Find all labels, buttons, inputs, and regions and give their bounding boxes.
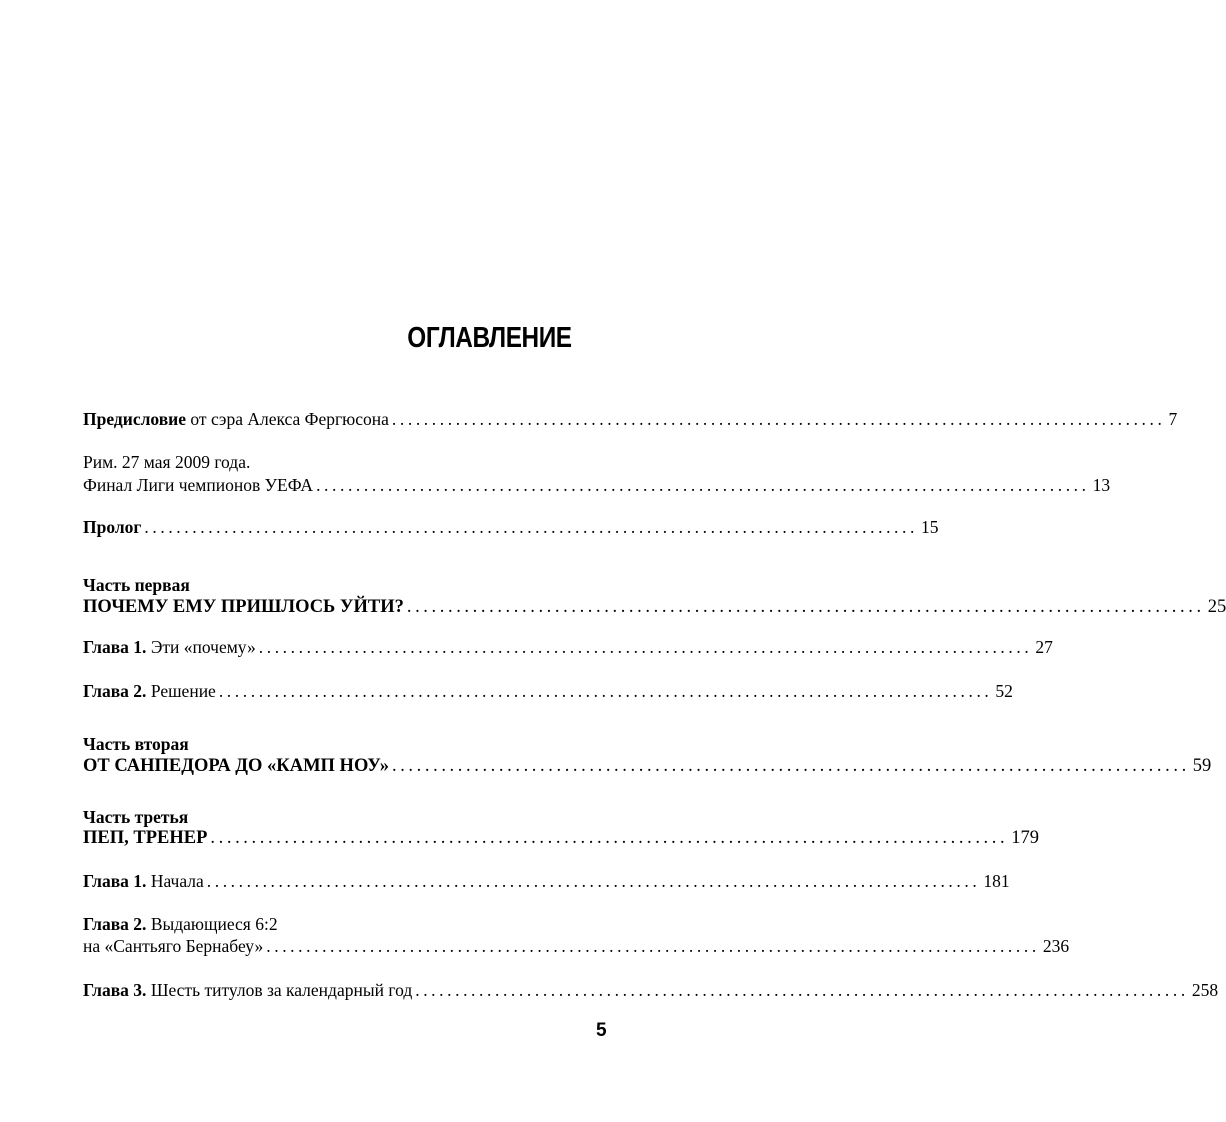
part-label: Часть вторая bbox=[83, 734, 189, 754]
toc-entry-rome-date: Рим. 27 мая 2009 года. bbox=[83, 452, 251, 472]
toc-page-number: 52 bbox=[995, 681, 1013, 701]
toc-entry-label: Глава 2. bbox=[83, 914, 147, 934]
part-title: ПОЧЕМУ ЕМУ ПРИШЛОСЬ УЙТИ? bbox=[83, 597, 404, 617]
dot-leader: ................................................................................................. bbox=[391, 756, 1190, 776]
toc-entry-text: на «Сантьяго Бернабеу» bbox=[83, 936, 264, 956]
toc-entry-label: Предисловие bbox=[83, 409, 187, 429]
toc-entry-part3-chapter2-line1 bbox=[83, 914, 278, 934]
dot-leader: ................................................................................................. bbox=[210, 828, 1009, 848]
dot-leader: ................................................................................................. bbox=[415, 980, 1189, 1000]
dot-leader: ................................................................................................. bbox=[206, 871, 981, 891]
dot-leader: ................................................................................................. bbox=[266, 936, 1040, 956]
toc-entry-part3-chapter2[interactable] bbox=[83, 936, 1070, 956]
toc-entry-foreword[interactable] bbox=[83, 409, 1178, 429]
part-label: Часть первая bbox=[83, 575, 190, 595]
toc-entry-label: Пролог bbox=[83, 517, 142, 537]
toc-entry-label: Глава 3. bbox=[83, 980, 147, 1000]
toc-page-number: 181 bbox=[983, 871, 1010, 891]
toc-page-number: 258 bbox=[1191, 980, 1219, 1000]
toc-entry-part1-chapter1[interactable] bbox=[83, 637, 1053, 657]
dot-leader: ................................................................................................. bbox=[391, 409, 1166, 429]
part-title: ПЕП, ТРЕНЕР bbox=[83, 828, 208, 848]
toc-entry-prologue[interactable] bbox=[83, 517, 939, 537]
toc-page-number: 59 bbox=[1192, 756, 1212, 776]
part-title: ОТ САНПЕДОРА ДО «КАМП НОУ» bbox=[83, 756, 389, 776]
toc-entry-part3[interactable] bbox=[83, 828, 1039, 848]
toc-entry-text: от сэра Алекса Фергюсона bbox=[186, 409, 389, 429]
toc-entry-text: Финал Лиги чемпионов УЕФА bbox=[83, 475, 314, 495]
part-label: Часть третья bbox=[83, 807, 189, 827]
toc-entry-label: Глава 2. bbox=[83, 681, 147, 701]
toc-entry-text: Шесть титулов за календарный год bbox=[146, 980, 413, 1000]
toc-page-number: 27 bbox=[1035, 637, 1053, 657]
toc-entry-part3-chapter3[interactable] bbox=[83, 980, 1219, 1000]
toc-entry-part2[interactable] bbox=[83, 756, 1212, 776]
toc-entry-part3-chapter1[interactable] bbox=[83, 871, 1010, 891]
toc-entry-part1[interactable] bbox=[83, 597, 1226, 617]
dot-leader: ................................................................................................. bbox=[316, 475, 1090, 495]
toc-page-number: 13 bbox=[1092, 475, 1111, 495]
toc-entry-part1-chapter2[interactable] bbox=[83, 681, 1013, 701]
dot-leader: ................................................................................................. bbox=[218, 681, 993, 701]
toc-heading: ОГЛАВЛЕНИЕ bbox=[407, 322, 572, 354]
dot-leader: ................................................................................................. bbox=[144, 517, 918, 537]
toc-page-number: 179 bbox=[1011, 828, 1039, 848]
toc-entry-label: Глава 1. bbox=[83, 871, 147, 891]
toc-entry-text: Начала bbox=[146, 871, 204, 891]
toc-entry-label: Глава 1. bbox=[83, 637, 147, 657]
toc-entry-text: Выдающиеся 6:2 bbox=[146, 914, 278, 934]
toc-page-number: 236 bbox=[1042, 936, 1070, 956]
dot-leader: ................................................................................................. bbox=[406, 597, 1205, 617]
dot-leader: ................................................................................................. bbox=[258, 637, 1033, 657]
toc-page-number: 7 bbox=[1168, 409, 1178, 429]
toc-entry-text: Эти «почему» bbox=[146, 637, 256, 657]
page-number: 5 bbox=[596, 1020, 607, 1041]
toc-entry-text: Решение bbox=[146, 681, 216, 701]
toc-page-number: 15 bbox=[920, 517, 939, 537]
toc-entry-rome[interactable] bbox=[83, 475, 1111, 495]
toc-page-number: 25 bbox=[1207, 597, 1226, 617]
